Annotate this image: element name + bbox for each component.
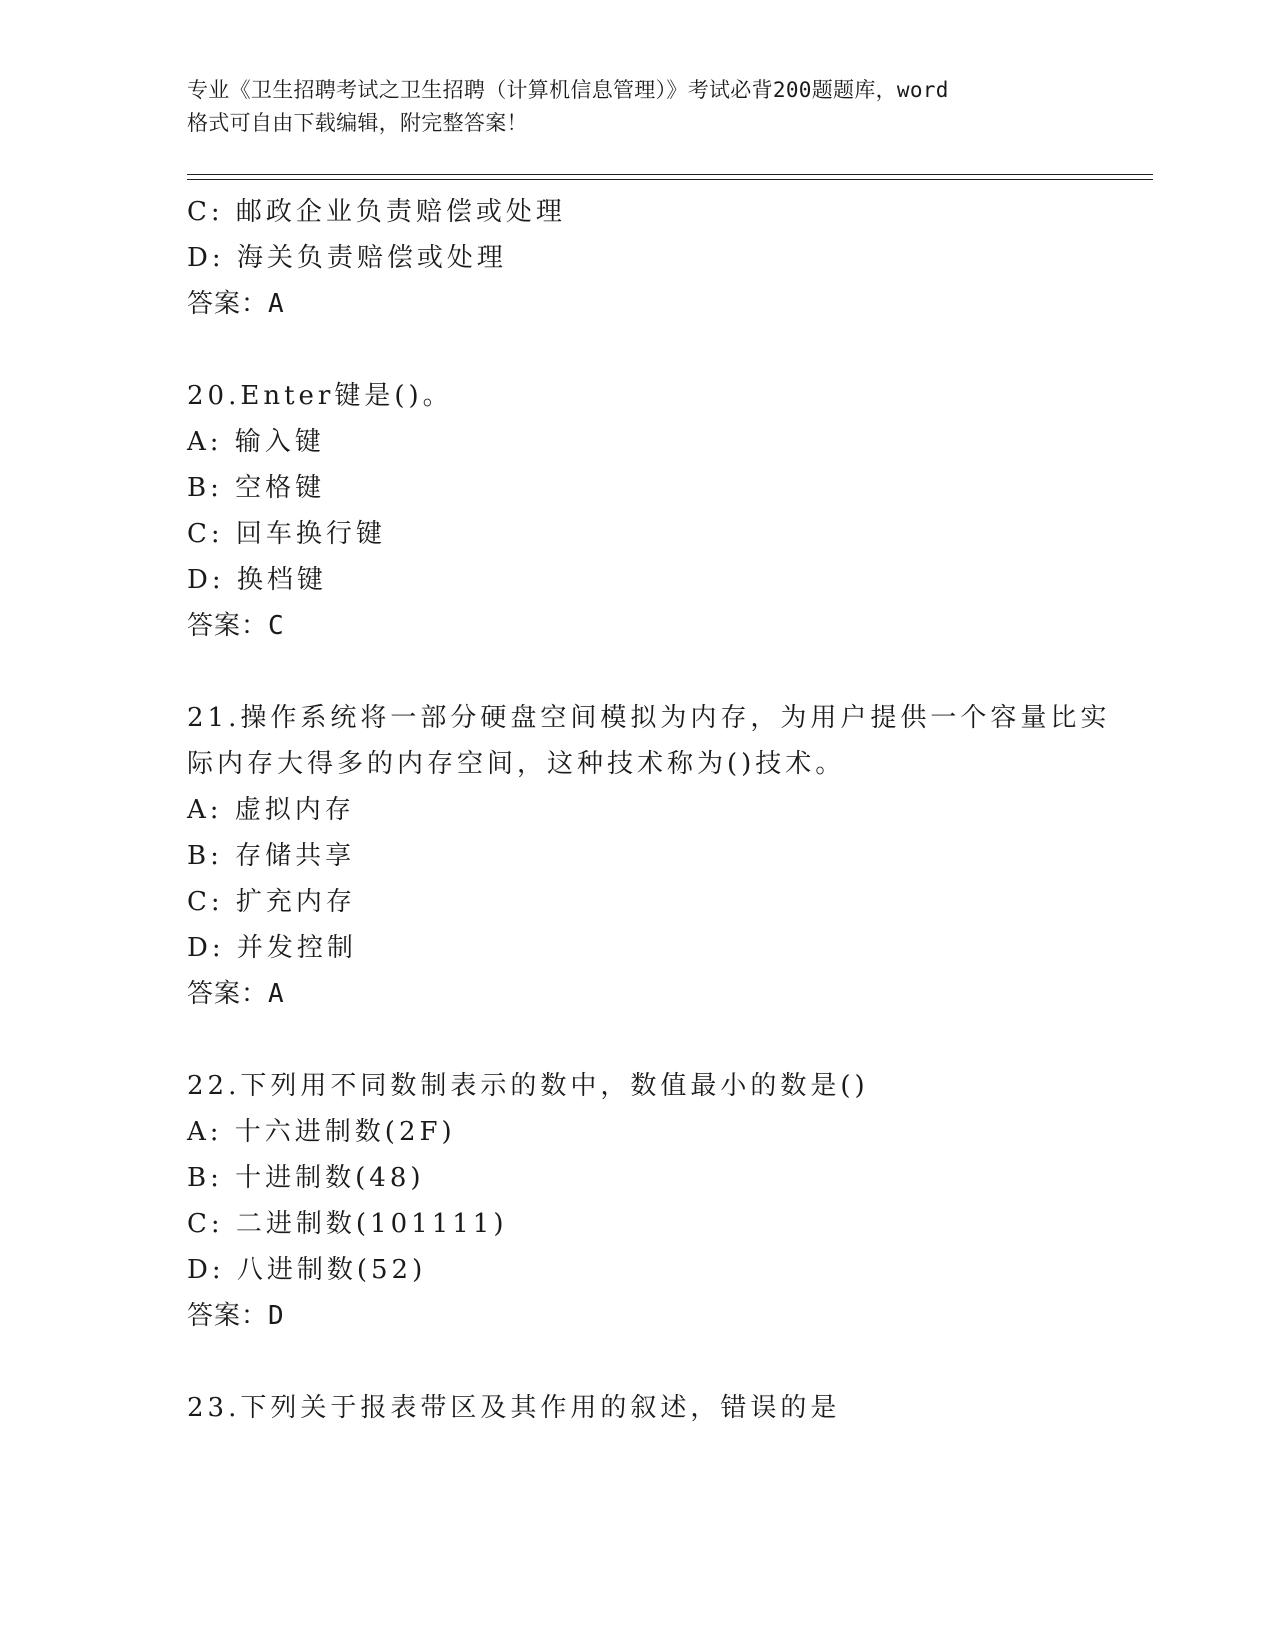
option-a: A: 虚拟内存 — [187, 795, 355, 825]
option-c: C: 二进制数(101111) — [187, 1209, 508, 1239]
answer-value: C — [268, 611, 285, 641]
header-divider-bottom — [187, 179, 1153, 180]
option-d: D: 换档键 — [187, 565, 327, 595]
answer-line — [187, 281, 1087, 327]
option-d: D: 并发控制 — [187, 933, 357, 963]
spacer — [187, 1017, 1087, 1063]
question-21 — [187, 695, 1111, 1017]
answer-line — [187, 603, 1087, 649]
spacer — [187, 327, 1087, 373]
question-text: 23.下列关于报表带区及其作用的叙述，错误的是 — [187, 1393, 841, 1423]
option-b: B: 空格键 — [187, 473, 326, 503]
question-23 — [187, 1385, 1087, 1431]
question-list — [187, 189, 1111, 1431]
question-text: 22.下列用不同数制表示的数中，数值最小的数是() — [187, 1071, 869, 1101]
answer-value: A — [268, 289, 285, 319]
option-b: B: 十进制数(48) — [187, 1163, 425, 1193]
answer-line — [187, 1293, 1087, 1339]
header-title-line-2: 格式可自由下载编辑，附完整答案！ — [187, 111, 528, 135]
question-text-line-2: 际内存大得多的内存空间，这种技术称为()技术。 — [187, 749, 846, 779]
answer-label: 答案： — [187, 289, 269, 319]
option-c: C: 扩充内存 — [187, 887, 356, 917]
option-a: A: 十六进制数(2F) — [187, 1117, 456, 1147]
question-20 — [187, 373, 1087, 649]
question-19 — [187, 189, 1087, 327]
answer-label: 答案： — [187, 1301, 269, 1331]
answer-value: A — [268, 979, 285, 1009]
option-a: A: 输入键 — [187, 427, 325, 457]
question-22 — [187, 1063, 1087, 1339]
document-header — [187, 74, 1087, 140]
question-text: 20.Enter键是()。 — [187, 381, 453, 411]
option-b: B: 存储共享 — [187, 841, 356, 871]
header-divider-top — [187, 174, 1153, 175]
option-c: C: 邮政企业负责赔偿或处理 — [187, 197, 566, 227]
header-title-line-1: 专业《卫生招聘考试之卫生招聘（计算机信息管理）》考试必背200题题库，word — [187, 78, 949, 102]
question-text-line-1: 21.操作系统将一部分硬盘空间模拟为内存，为用户提供一个容量比实 — [187, 703, 1111, 733]
answer-label: 答案： — [187, 611, 269, 641]
spacer — [187, 649, 1087, 695]
option-c: C: 回车换行键 — [187, 519, 386, 549]
option-d: D: 八进制数(52) — [187, 1255, 427, 1285]
answer-label: 答案： — [187, 979, 269, 1009]
answer-line — [187, 971, 1087, 1017]
answer-value: D — [268, 1301, 285, 1331]
spacer — [187, 1339, 1087, 1385]
option-d: D: 海关负责赔偿或处理 — [187, 243, 507, 273]
